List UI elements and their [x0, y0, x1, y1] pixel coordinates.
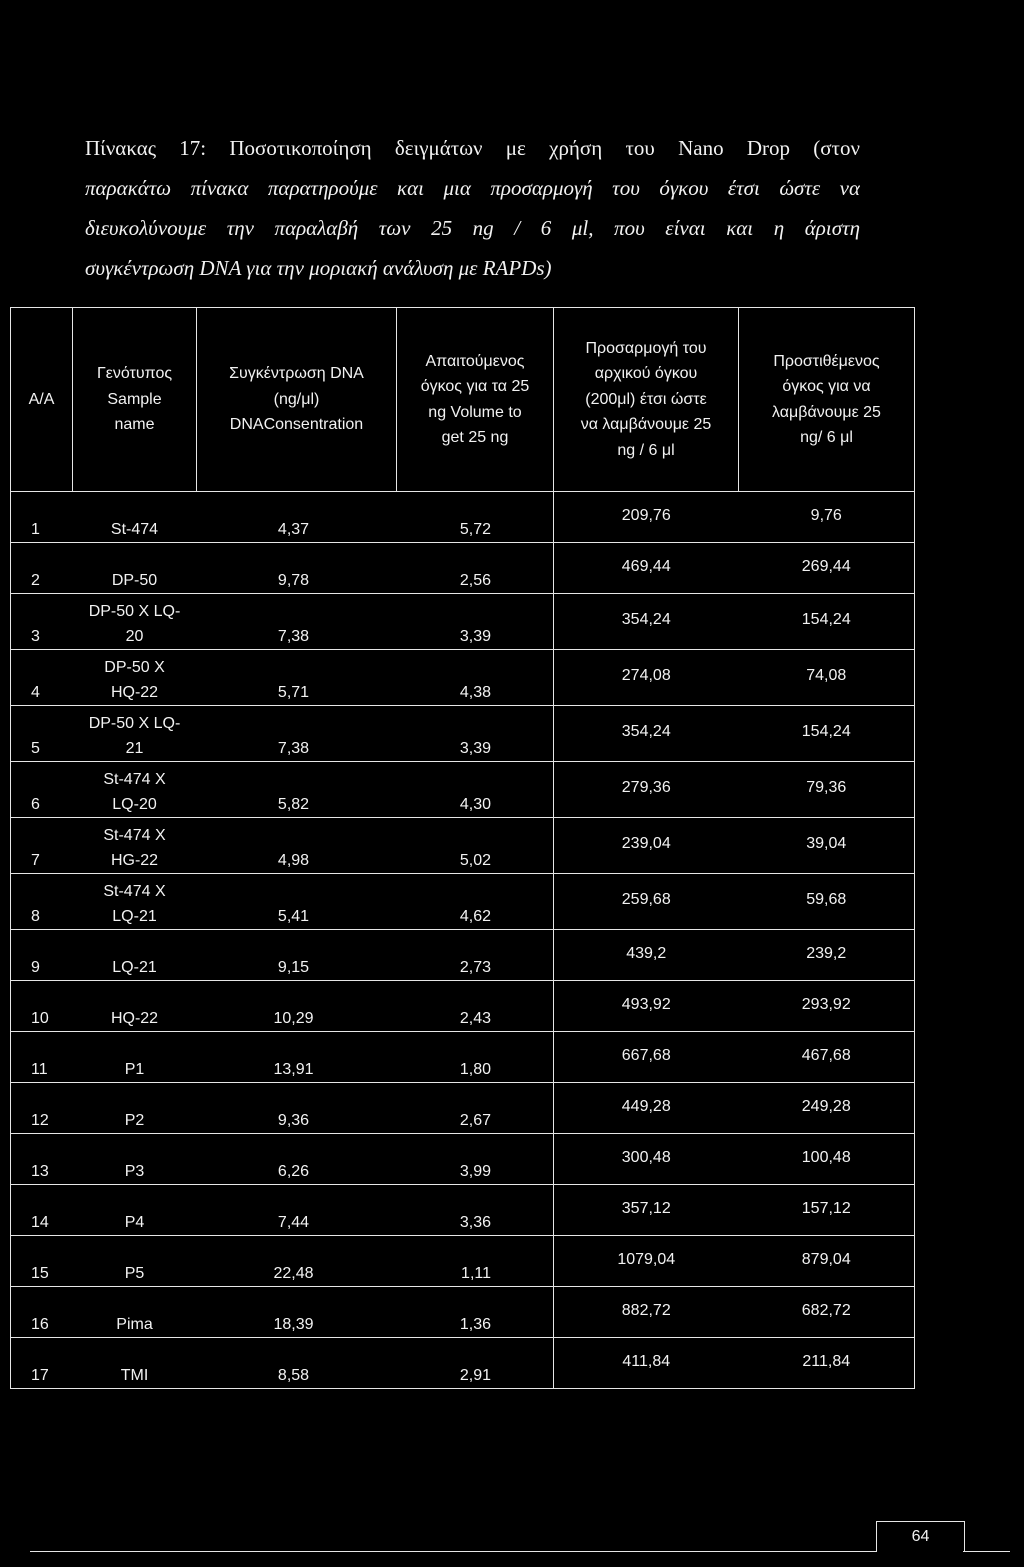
- cell-concentration: 18,39: [197, 1287, 397, 1338]
- column-header-line: DNAConsentration: [229, 416, 364, 434]
- table-row: [11, 1338, 915, 1389]
- genotype-line: St-474 X: [103, 827, 166, 844]
- cell-genotype: [73, 594, 197, 650]
- cell-required-volume: 2,56: [397, 543, 554, 594]
- cell-required-volume: 5,72: [397, 492, 554, 543]
- table-row: [11, 650, 915, 706]
- cell-adjusted-volume: 449,28: [554, 1083, 739, 1134]
- genotype-line: St-474 X: [103, 771, 166, 788]
- cell-added-volume: 39,04: [739, 818, 915, 874]
- cell-adjusted-volume: 300,48: [554, 1134, 739, 1185]
- genotype-line: LQ-20: [112, 796, 157, 813]
- cell-aa: 5: [11, 706, 73, 762]
- cell-concentration: 9,78: [197, 543, 397, 594]
- cell-adjusted-volume: 493,92: [554, 981, 739, 1032]
- column-header-line: Α/Α: [28, 390, 55, 408]
- cell-required-volume: 4,62: [397, 874, 554, 930]
- cell-required-volume: 3,39: [397, 594, 554, 650]
- cell-adjusted-volume: 469,44: [554, 543, 739, 594]
- genotype-line: P3: [124, 1163, 145, 1180]
- cell-genotype: [73, 762, 197, 818]
- cell-concentration: 13,91: [197, 1032, 397, 1083]
- caption-line: παρακάτω πίνακα παρατηρούμε και μια προσαρμογή του όγκου έτσι ώστε να: [85, 176, 860, 200]
- cell-concentration: 7,44: [197, 1185, 397, 1236]
- column-header-line: όγκος για τα 25: [420, 378, 530, 395]
- column-header-line: Γενότυπος: [96, 365, 173, 383]
- table-caption: [85, 128, 860, 288]
- cell-adjusted-volume: 274,08: [554, 650, 739, 706]
- genotype-line: DP-50: [111, 572, 158, 589]
- cell-aa: 11: [11, 1032, 73, 1083]
- table-row: [11, 818, 915, 874]
- cell-added-volume: 100,48: [739, 1134, 915, 1185]
- genotype-line: P2: [124, 1112, 145, 1129]
- cell-adjusted-volume: 357,12: [554, 1185, 739, 1236]
- cell-adjusted-volume: 354,24: [554, 706, 739, 762]
- genotype-line: 21: [125, 740, 144, 757]
- column-header-line: Sample: [107, 390, 162, 408]
- page-number: 64: [911, 1528, 930, 1545]
- cell-concentration: 22,48: [197, 1236, 397, 1287]
- genotype-line: P5: [124, 1265, 145, 1282]
- cell-aa: 17: [11, 1338, 73, 1389]
- cell-concentration: 9,15: [197, 930, 397, 981]
- cell-required-volume: 1,80: [397, 1032, 554, 1083]
- column-header-line: name: [114, 416, 155, 434]
- cell-aa: 12: [11, 1083, 73, 1134]
- column-header-line: λαμβάνουμε 25: [772, 403, 881, 421]
- cell-genotype: [73, 1134, 197, 1185]
- footer-rule-left: [30, 1551, 876, 1552]
- cell-required-volume: 1,36: [397, 1287, 554, 1338]
- cell-genotype: [73, 1338, 197, 1389]
- cell-added-volume: 249,28: [739, 1083, 915, 1134]
- table-row: [11, 1185, 915, 1236]
- genotype-line: TMI: [120, 1367, 149, 1384]
- cell-concentration: 6,26: [197, 1134, 397, 1185]
- genotype-line: LQ-21: [112, 908, 157, 925]
- cell-aa: 8: [11, 874, 73, 930]
- genotype-line: St-474 X: [103, 883, 166, 900]
- cell-genotype: [73, 1032, 197, 1083]
- cell-concentration: 4,37: [197, 492, 397, 543]
- cell-adjusted-volume: 354,24: [554, 594, 739, 650]
- column-header-concentration: [197, 308, 397, 492]
- table-row: [11, 1083, 915, 1134]
- cell-adjusted-volume: 411,84: [554, 1338, 739, 1389]
- cell-adjusted-volume: 209,76: [554, 492, 739, 543]
- table-row: [11, 1134, 915, 1185]
- table-row: [11, 981, 915, 1032]
- cell-required-volume: 4,38: [397, 650, 554, 706]
- table-row: [11, 543, 915, 594]
- column-header-line: όγκος για να: [782, 378, 871, 395]
- cell-genotype: [73, 650, 197, 706]
- cell-concentration: 10,29: [197, 981, 397, 1032]
- page-number-box: [876, 1521, 965, 1552]
- caption-line: συγκέντρωση DNA για την μοριακή ανάλυση με RAPDs): [85, 256, 552, 280]
- cell-genotype: [73, 981, 197, 1032]
- column-header-line: αρχικού όγκου: [594, 365, 698, 383]
- cell-aa: 1: [11, 492, 73, 543]
- table-row: [11, 874, 915, 930]
- cell-genotype: [73, 930, 197, 981]
- cell-genotype: [73, 1083, 197, 1134]
- column-header-required-volume: [397, 308, 554, 492]
- cell-genotype: [73, 543, 197, 594]
- cell-genotype: [73, 1185, 197, 1236]
- cell-adjusted-volume: 439,2: [554, 930, 739, 981]
- table-row: [11, 492, 915, 543]
- cell-adjusted-volume: 882,72: [554, 1287, 739, 1338]
- column-header-adjusted-volume: [554, 308, 739, 492]
- cell-genotype: [73, 1236, 197, 1287]
- cell-added-volume: 239,2: [739, 930, 915, 981]
- cell-genotype: [73, 492, 197, 543]
- cell-required-volume: 3,99: [397, 1134, 554, 1185]
- cell-required-volume: 2,91: [397, 1338, 554, 1389]
- column-header-line: Προσαρμογή του: [585, 339, 707, 357]
- cell-aa: 4: [11, 650, 73, 706]
- genotype-line: LQ-21: [112, 959, 157, 976]
- cell-concentration: 5,82: [197, 762, 397, 818]
- table-row: [11, 594, 915, 650]
- cell-concentration: 7,38: [197, 706, 397, 762]
- table-row: [11, 1032, 915, 1083]
- column-header-line: ng / 6 μl: [617, 441, 675, 459]
- cell-required-volume: 4,30: [397, 762, 554, 818]
- genotype-line: DP-50 X LQ-: [88, 603, 181, 620]
- cell-adjusted-volume: 667,68: [554, 1032, 739, 1083]
- cell-concentration: 9,36: [197, 1083, 397, 1134]
- column-header-line: (200μl) έτσι ώστε: [585, 390, 707, 408]
- column-header-line: Προστιθέμενος: [773, 352, 880, 370]
- cell-required-volume: 2,67: [397, 1083, 554, 1134]
- genotype-line: St-474: [110, 521, 159, 538]
- cell-genotype: [73, 874, 197, 930]
- cell-added-volume: 269,44: [739, 543, 915, 594]
- cell-required-volume: 2,73: [397, 930, 554, 981]
- table-row: [11, 930, 915, 981]
- cell-aa: 10: [11, 981, 73, 1032]
- cell-added-volume: 9,76: [739, 492, 915, 543]
- cell-added-volume: 79,36: [739, 762, 915, 818]
- genotype-line: HQ-22: [110, 684, 159, 701]
- table-header: [11, 308, 915, 492]
- table-row: [11, 762, 915, 818]
- column-header-line: ng Volume to: [428, 403, 522, 421]
- genotype-line: P1: [124, 1061, 145, 1078]
- table-row: [11, 1236, 915, 1287]
- cell-adjusted-volume: 239,04: [554, 818, 739, 874]
- cell-required-volume: 1,11: [397, 1236, 554, 1287]
- cell-added-volume: 154,24: [739, 706, 915, 762]
- table-row: [11, 1287, 915, 1338]
- cell-required-volume: 3,39: [397, 706, 554, 762]
- caption-line: Πίνακας 17: Ποσοτικοποίηση δειγμάτων με χρήση του Nano Drop (στον: [85, 136, 860, 160]
- cell-aa: 9: [11, 930, 73, 981]
- cell-aa: 2: [11, 543, 73, 594]
- column-header-line: (ng/μl): [273, 390, 320, 408]
- column-header-line: να λαμβάνουμε 25: [580, 416, 712, 434]
- cell-aa: 7: [11, 818, 73, 874]
- cell-aa: 14: [11, 1185, 73, 1236]
- cell-genotype: [73, 706, 197, 762]
- cell-concentration: 4,98: [197, 818, 397, 874]
- quantification-table: [10, 307, 915, 1389]
- cell-added-volume: 467,68: [739, 1032, 915, 1083]
- column-header-line: Συγκέντρωση DNA: [229, 365, 364, 383]
- column-header-line: get 25 ng: [441, 429, 509, 446]
- cell-adjusted-volume: 279,36: [554, 762, 739, 818]
- table-header-row: [11, 308, 915, 492]
- cell-added-volume: 154,24: [739, 594, 915, 650]
- genotype-line: HQ-22: [110, 1010, 159, 1027]
- caption-line: διευκολύνουμε την παραλαβή των 25 ng / 6 μl, που είναι και η άριστη: [85, 216, 860, 240]
- cell-genotype: [73, 818, 197, 874]
- cell-aa: 16: [11, 1287, 73, 1338]
- cell-added-volume: 682,72: [739, 1287, 915, 1338]
- column-header-aa: [11, 308, 73, 492]
- genotype-line: P4: [124, 1214, 145, 1231]
- cell-added-volume: 74,08: [739, 650, 915, 706]
- genotype-line: HG-22: [110, 852, 159, 869]
- cell-concentration: 7,38: [197, 594, 397, 650]
- cell-added-volume: 59,68: [739, 874, 915, 930]
- cell-genotype: [73, 1287, 197, 1338]
- cell-required-volume: 3,36: [397, 1185, 554, 1236]
- cell-added-volume: 157,12: [739, 1185, 915, 1236]
- footer-rule-right: [963, 1551, 1010, 1552]
- genotype-line: Pima: [116, 1316, 153, 1333]
- cell-concentration: 5,41: [197, 874, 397, 930]
- column-header-genotype: [73, 308, 197, 492]
- cell-concentration: 5,71: [197, 650, 397, 706]
- table-row: [11, 706, 915, 762]
- cell-adjusted-volume: 1079,04: [554, 1236, 739, 1287]
- genotype-line: DP-50 X: [104, 659, 165, 676]
- table-body: [11, 492, 915, 1389]
- column-header-line: Απαιτούμενος: [425, 352, 525, 370]
- column-header-line: ng/ 6 μl: [800, 429, 853, 446]
- cell-required-volume: 2,43: [397, 981, 554, 1032]
- cell-aa: 6: [11, 762, 73, 818]
- genotype-line: 20: [125, 628, 144, 645]
- column-header-added-volume: [739, 308, 915, 492]
- cell-added-volume: 879,04: [739, 1236, 915, 1287]
- cell-concentration: 8,58: [197, 1338, 397, 1389]
- cell-adjusted-volume: 259,68: [554, 874, 739, 930]
- genotype-line: DP-50 X LQ-: [88, 715, 181, 732]
- cell-aa: 3: [11, 594, 73, 650]
- cell-required-volume: 5,02: [397, 818, 554, 874]
- cell-aa: 15: [11, 1236, 73, 1287]
- cell-added-volume: 211,84: [739, 1338, 915, 1389]
- cell-added-volume: 293,92: [739, 981, 915, 1032]
- cell-aa: 13: [11, 1134, 73, 1185]
